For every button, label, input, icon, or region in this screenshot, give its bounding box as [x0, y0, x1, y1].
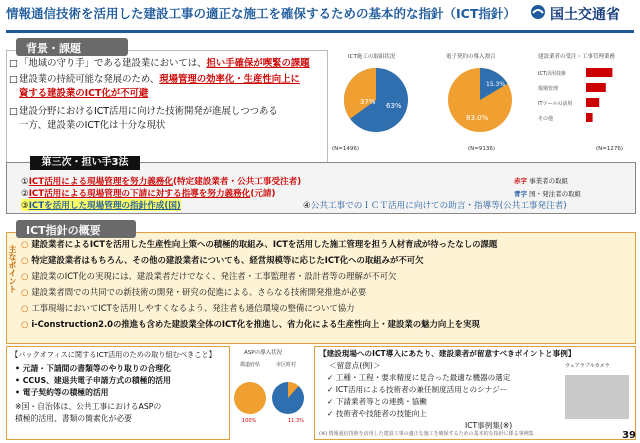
pie-chart	[432, 62, 532, 142]
ict-construction-chart	[330, 50, 428, 160]
ministry-name: 国土交通省	[550, 7, 620, 23]
bar	[586, 83, 606, 92]
ministry-logo	[530, 4, 636, 26]
bg-item: □ 建設分野におけるICT活用に向けた技術開発が進展しつつある	[9, 106, 278, 117]
bar	[586, 113, 593, 122]
svg-text:11.3%: 11.3%	[288, 418, 304, 424]
bar-label: その他	[538, 116, 554, 122]
chart-caption: 電子契約の導入割合	[446, 54, 496, 60]
plan-line: ④公共工事でのＩＣＴ活用に向けての助言・指導等(公共工事発注者)	[303, 201, 567, 211]
svg-text:15.3%: 15.3%	[486, 81, 506, 88]
chart-caption: 建設業者の受注・工事管理業務	[538, 54, 616, 60]
asp-pies	[230, 358, 310, 436]
chart-n: (N=1276)	[596, 146, 624, 152]
page-title: 情報通信技術を活用した建設工事の適正な施工を確保するための基本的な指針（ICT指針）	[6, 6, 516, 21]
backoffice-item: ※国・自治体は、公共工事におけるASPの	[15, 402, 162, 411]
site-item: ✓ 技術者や技能者の技能向上	[327, 409, 427, 418]
bg-item: □ 建設業の持続可能な発展のため、現場管理の効率化・生産性向上に	[9, 74, 300, 85]
site-note: (※) 情報通信技術を活用した建設工事の適正な施工を確保するための基本的な指針に係る事例集	[319, 431, 534, 437]
backoffice-heading: 【バックオフィスに関するICT活用のための取り組むべきこと】	[11, 350, 216, 359]
ict-point: ○ 工事現場においてICTを活用しやすくなるよう、発注者も通信環境の整備について協力	[21, 303, 355, 313]
bg-item: □ 「地域の守り手」である建設業においては、担い手確保が喫緊の課題	[9, 58, 310, 69]
chart-caption: ICT施工の取組状況	[348, 54, 396, 60]
backoffice-item: • 元請・下請間の書類等のやり取りの合理化	[15, 364, 171, 373]
bg-item: 一方、建設業のICT化は十分な現状	[19, 120, 166, 131]
header-divider	[6, 30, 634, 33]
bar-chart	[536, 62, 636, 146]
ict-point: ○ 特定建設業者はもちろん、その他の建設業者についても、経営規模等に応じたICT化への取組みが不可欠	[21, 255, 424, 265]
ict-point: ○ 建設業者間での共同での新技術の開発・研究の促進による、さらなる技術開発推進が必要	[21, 287, 367, 297]
bar-label: ITツールの活用	[538, 101, 573, 107]
site-item: ✓ 下請業者等との連携・協働	[327, 397, 427, 406]
plan-line: ②ICT活用による現場管理の下請に対する指導を努力義務化(元請)	[21, 189, 276, 199]
bar-label: ICT活用技術	[538, 71, 567, 77]
plan-heading: 第三次・担い手3法	[30, 156, 140, 170]
bg-item: 資する建設業のICT化が不可避	[19, 88, 149, 99]
site-item: ✓ ICT活用による技術者の兼任制度活用とのシナジー	[327, 385, 508, 394]
plan-line: ①ICT活用による現場管理を努力義務化(特定建設業者・公共工事受注者)	[21, 177, 302, 187]
main-points-label: 主なポイント	[8, 245, 17, 293]
group-label-city: 市区町村	[276, 362, 297, 368]
backoffice-panel	[6, 346, 230, 440]
bar-label: 現場管理	[538, 86, 559, 92]
bar	[586, 98, 599, 107]
background-panel	[6, 50, 328, 164]
svg-text:100%: 100%	[242, 418, 257, 424]
backoffice-item: • 電子契約等の積極的活用	[15, 388, 109, 397]
mlit-logo-icon	[530, 4, 546, 20]
site-heading: 【建設現場へのICT導入にあたり、建設業者が留意すべきポイントと事例】	[319, 349, 576, 358]
business-bar-chart	[536, 50, 636, 160]
backoffice-item: • CCUS、建退共電子申請方式の積極的活用	[15, 376, 171, 385]
legend-item: 青字 国・発注者の取組	[514, 190, 582, 198]
camera-caption: ウェアラブルカメラ	[565, 363, 610, 369]
ict-point: ○ 建設業のICT化の実現には、建設業者だけでなく、発注者・工事監理者・設計者等の理解が不可欠	[21, 271, 397, 281]
chart-n: (N=9136)	[468, 146, 496, 152]
ict-heading: ICT指針の概要	[16, 220, 136, 238]
chart-caption: ASPの導入状況	[244, 350, 283, 356]
background-heading: 背景・課題	[16, 38, 128, 56]
ict-point: ○ i-Construction2.0の推進も含めた建設業全体のICT化を推進し、省力化による生産性向上・建設業の魅力向上を実現	[21, 319, 480, 329]
site-subheading: ＜留意点(例)＞	[329, 361, 381, 370]
ict-point: ○ 建設業者によるICTを活用した生産性向上策への積極的取組み、ICTを活用した施工管理を担う人材育成が待ったなしの課題	[21, 239, 498, 249]
group-label-pref: 都道府県	[240, 362, 261, 368]
svg-text:63%: 63%	[386, 102, 402, 110]
asp-chart	[230, 346, 310, 438]
site-item: ✓ 工種・工程・要求精度に見合った最適な機器の選定	[327, 373, 511, 382]
pie-chart	[330, 62, 428, 142]
chart-n: (N=1496)	[332, 146, 360, 152]
camera-photo	[565, 375, 629, 419]
color-legend	[514, 176, 632, 206]
bar	[586, 68, 612, 77]
legend-item: 赤字 事業者の取組	[514, 177, 569, 185]
svg-text:83.0%: 83.0%	[466, 114, 489, 122]
example-link[interactable]: ICT事例集(※)	[465, 421, 513, 430]
e-contract-chart	[432, 50, 532, 160]
page-number: 39	[622, 430, 636, 441]
pie-pref	[234, 382, 266, 414]
ict-summary-panel	[6, 232, 636, 344]
backoffice-item: 積極的活用、書類の簡素化が必要	[15, 414, 132, 423]
plan-line: ③ICTを活用した現場管理の指針作成(国)	[21, 201, 181, 211]
svg-text:37%: 37%	[360, 98, 376, 106]
site-panel	[314, 346, 636, 440]
